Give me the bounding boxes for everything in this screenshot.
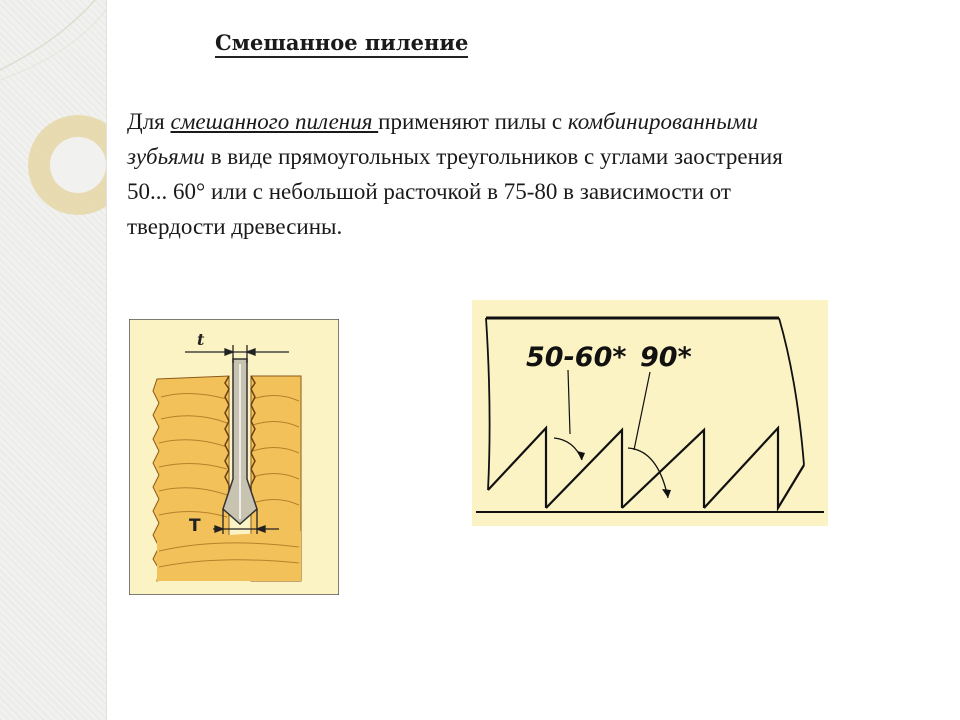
kerf-diagram xyxy=(129,319,339,595)
saw-teeth-diagram xyxy=(472,300,828,526)
kerf-label-T: T xyxy=(189,516,201,536)
saw-teeth-diagram-frame xyxy=(472,300,828,526)
slide-title: Смешанное пиление xyxy=(215,30,468,58)
paragraph-text: применяют пилы с xyxy=(378,109,568,134)
body-paragraph xyxy=(127,104,827,244)
term-mixed-sawing: смешанного пиления xyxy=(170,109,379,134)
kerf-label-t: t xyxy=(197,330,205,349)
angle-label-50-60: 50-60* xyxy=(526,342,627,373)
paragraph-text: Для xyxy=(127,109,171,134)
wood-block-bottom xyxy=(157,531,301,581)
paragraph-text: в виде прямоугольных треугольников с углами заострения 50... 60° или с небольшой расточкой в 75-80 в зависимости от твердости древесины. xyxy=(127,144,783,239)
term-combined-teeth: комбинированными зубьями xyxy=(127,109,758,169)
decorative-ring-icon xyxy=(0,0,106,260)
angle-label-90: 90* xyxy=(640,342,692,373)
